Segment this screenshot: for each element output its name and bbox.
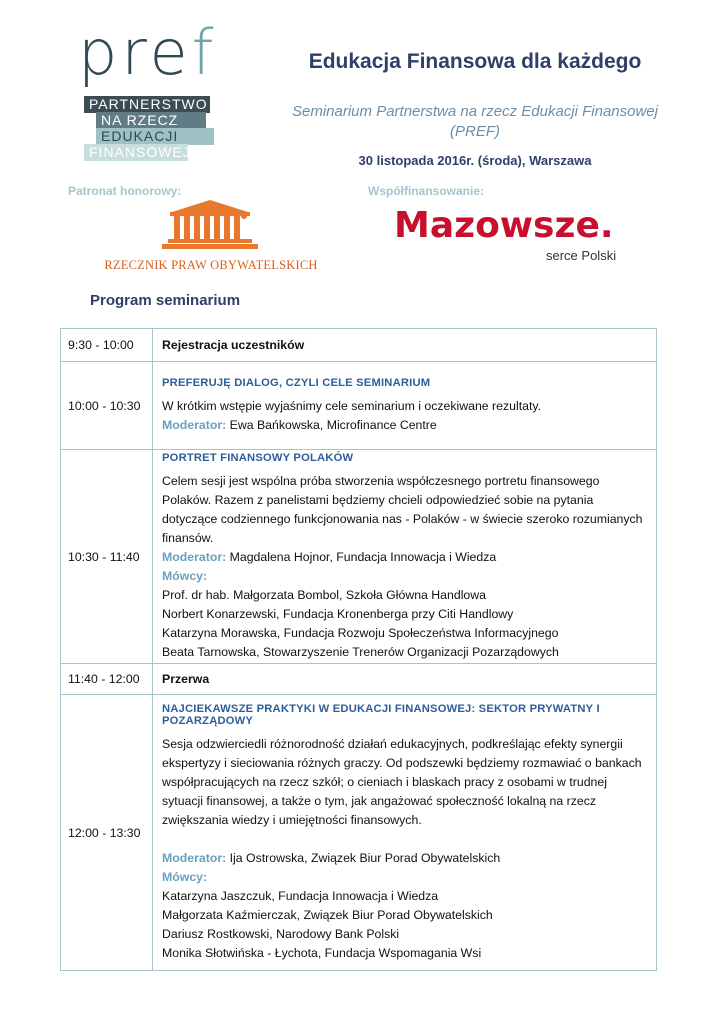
moderator-name: Magdalena Hojnor, Fundacja Innowacja i Wiedza <box>229 549 497 564</box>
speakers-label: Mówcy: <box>162 568 208 583</box>
page-subtitle: Seminarium Partnerstwa na rzecz Edukacji Finansowej (PREF) <box>292 103 658 140</box>
speaker-item: Prof. dr hab. Małgorzata Bombol, Szkoła Główna Handlowa <box>162 587 486 602</box>
logo-line-1: PARTNERSTWO <box>84 96 210 113</box>
moderator-line <box>162 548 649 567</box>
session-description: W krótkim wstępie wyjaśnimy cele seminarium i oczekiwane rezultaty. <box>162 398 542 413</box>
session-title: Rejestracja uczestników <box>153 329 657 362</box>
program-heading: Program seminarium <box>90 292 241 309</box>
time-cell: 10:00 - 10:30 <box>61 362 153 450</box>
table-row <box>61 695 657 971</box>
speakers-label: Mówcy: <box>162 869 208 884</box>
speaker-item: Norbert Konarzewski, Fundacja Kronenberga przy Citi Handlowy <box>162 606 514 621</box>
program-table <box>60 328 657 971</box>
logo-line-2: NA RZECZ <box>96 112 206 129</box>
speaker-item: Małgorzata Kaźmierczak, Związek Biur Porad Obywatelskich <box>162 907 493 922</box>
rpo-building-icon <box>158 198 262 252</box>
table-row <box>61 450 657 664</box>
moderator-label: Moderator: <box>162 850 227 865</box>
speaker-item: Beata Tarnowska, Stowarzyszenie Trenerów Organizacji Pozarządowych <box>162 644 559 659</box>
session-description: Sesja odzwierciedli różnorodność działań edukacyjnych, podkreślając efekty synergii ekspertyzy i sieciowania różnych graczy. Od podszewki będziemy rozmawiać o bankach współpracujących na rzecz szkół; o cieniach i blaskach pracy z osobami w trudnej sytuacji finansowej, a także o tym, jak angażować społeczność lokalną na rzecz zwiększania wiedzy i umiejętności finansowych. <box>162 736 642 827</box>
moderator-label: Moderator: <box>162 417 227 432</box>
session-cell <box>153 362 657 450</box>
session-description: Celem sesji jest wspólna próba stworzenia współczesnego portretu finansowego Polaków. Razem z panelistami będziemy chcieli odpowiedzieć sobie na pytania dotyczące codziennego funkcjonowania nas - Polaków - w świecie szeroko rozumianych finansów. <box>162 473 643 545</box>
moderator-line <box>162 416 649 435</box>
speaker-item: Katarzyna Jaszczuk, Fundacja Innowacja i Wiedza <box>162 888 439 903</box>
speaker-item: Katarzyna Morawska, Fundacja Rozwoju Społeczeństwa Informacyjnego <box>162 625 559 640</box>
session-title: NAJCIEKAWSZE PRAKTYKI W EDUKACJI FINANSOWEJ: SEKTOR PRYWATNY I POZARZĄDOWY <box>162 702 600 727</box>
session-title: PORTRET FINANSOWY POLAKÓW <box>162 451 354 464</box>
table-row <box>61 329 657 362</box>
time-cell: 11:40 - 12:00 <box>61 664 153 695</box>
event-date: 30 listopada 2016r. (środa), Warszawa <box>358 153 592 168</box>
moderator-name: Ija Ostrowska, Związek Biur Porad Obywatelskich <box>229 850 501 865</box>
table-row <box>61 362 657 450</box>
session-cell <box>153 695 657 971</box>
page-title: Edukacja Finansowa dla każdego <box>308 50 642 73</box>
moderator-name: Ewa Bańkowska, Microfinance Centre <box>229 417 437 432</box>
time-cell: 12:00 - 13:30 <box>61 695 153 971</box>
session-title: PREFERUJĘ DIALOG, CZYLI CELE SEMINARIUM <box>162 376 431 389</box>
mazowsze-logo: Mazowsze. <box>394 205 614 246</box>
moderator-line <box>162 849 649 868</box>
mazowsze-tagline: serce Polski <box>546 248 617 263</box>
patronage-label: Patronat honorowy: <box>68 184 182 198</box>
cofinancing-label: Współfinansowanie: <box>368 184 485 198</box>
rpo-name: RZECZNIK PRAW OBYWATELSKICH <box>104 258 318 272</box>
speaker-item: Monika Słotwińska - Łychota, Fundacja Wspomagania Wsi <box>162 945 482 960</box>
logo-line-3: EDUKACJI <box>96 128 214 145</box>
session-title: Przerwa <box>153 664 657 695</box>
moderator-label: Moderator: <box>162 549 227 564</box>
speaker-item: Dariusz Rostkowski, Narodowy Bank Polski <box>162 926 400 941</box>
session-cell <box>153 450 657 664</box>
time-cell: 10:30 - 11:40 <box>61 450 153 664</box>
logo-line-4: FINANSOWEJ <box>84 144 188 161</box>
table-row <box>61 664 657 695</box>
logo-word: pref <box>78 16 218 89</box>
time-cell: 9:30 - 10:00 <box>61 329 153 362</box>
